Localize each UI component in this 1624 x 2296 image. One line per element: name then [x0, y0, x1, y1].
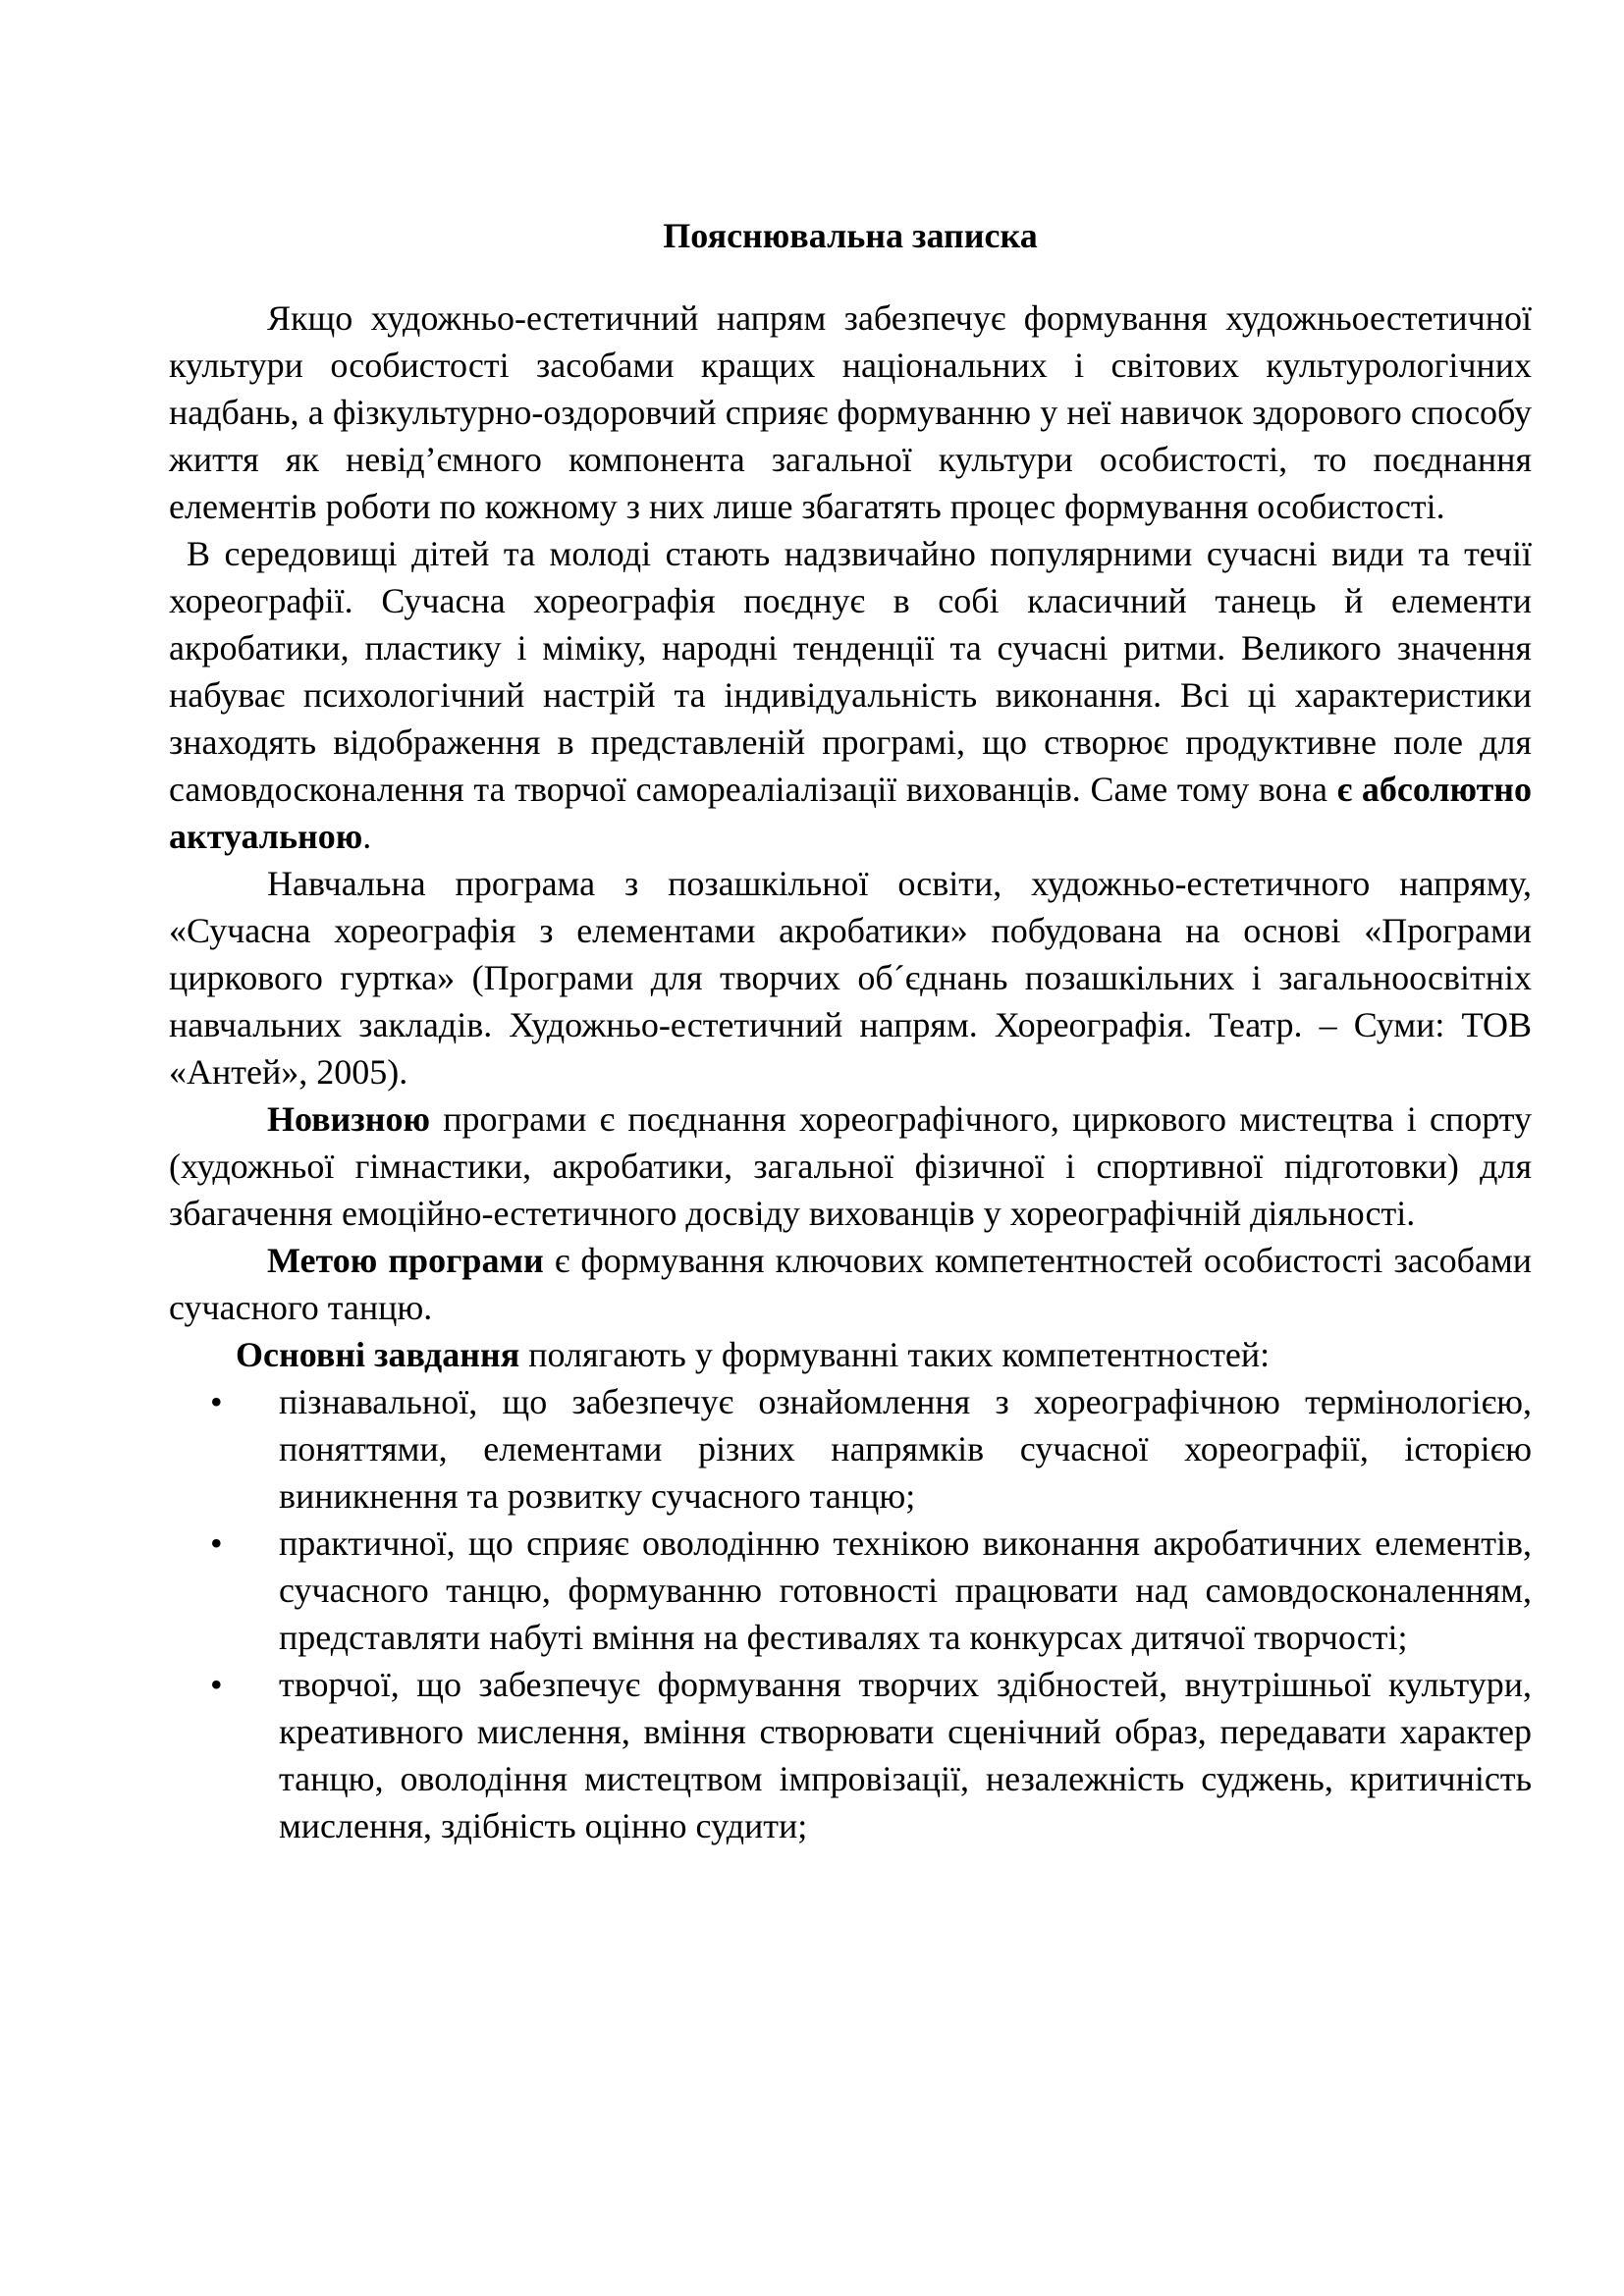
tasks-list — [169, 1378, 1532, 1849]
bullet-icon: • — [210, 1665, 223, 1704]
tasks-label: Основні завдання — [236, 1335, 520, 1374]
paragraph-text: В середовищі дітей та молоді стають надзвичайно популярними сучасні види та течії хореографії. Сучасна хореографія поєднує в собі класичний танець й елементи акробатики, пластику і міміку, народні тенденції та сучасні ритми. Великого значення набуває психологічний настрій та індивідуальність виконання. Всі ці характеристики знаходять відображення в представленій програмі, що створює продуктивне поле для самовдосконалення та творчої самореаліалізації вихованців. Саме тому вона — [169, 534, 1532, 809]
list-item-text: практичної, що сприяє оволодінню технікою виконання акробатичних елементів, сучасного танцю, формуванню готовності працювати над самовдосконаленням, представляти набуті вміння на фестивалях та конкурсах дитячої творчості; — [279, 1523, 1532, 1657]
novelty-text: програми є поєднання хореографічного, циркового мистецтва і спорту (художньої гімнастики, акробатики, загальної фізичної і спортивної підготовки) для збагачення емоційно-естетичного досвіду вихованців у хореографічній діяльності. — [169, 1099, 1532, 1233]
novelty-label: Новизною — [267, 1099, 431, 1139]
relevance-emphasis: є абсолютно актуальною — [169, 770, 1533, 856]
list-item-text: пізнавальної, що забезпечує ознайомлення з хореографічною термінологією, поняттями, елементами різних напрямків сучасної хореографії, історією виникнення та розвитку сучасного танцю; — [279, 1382, 1532, 1516]
list-item — [169, 1661, 1532, 1849]
list-item — [169, 1520, 1532, 1661]
paragraph-tasks-intro — [169, 1331, 1532, 1378]
bullet-icon: • — [210, 1382, 223, 1421]
goal-text: є формування ключових компетентностей особистості засобами сучасного танцю. — [169, 1241, 1532, 1327]
paragraph-goal — [169, 1237, 1532, 1331]
document-body — [169, 212, 1532, 1849]
list-item — [169, 1378, 1532, 1520]
document-title: Пояснювальна записка — [663, 216, 1038, 255]
paragraph-modern-choreography — [169, 530, 1532, 860]
paragraph-intro: Якщо художньо-естетичний напрям забезпечує формування художньоестетичної культури особистості засобами кращих національних і світових культурологічних надбань, а фізкультурно-оздоровчий сприяє формуванню у неї навичок здорового способу життя як невід’ємного компонента загальної культури особистості, то поєднання елементів роботи по кожному з них лише збагатять процес формування особистості. — [169, 298, 1532, 526]
paragraph-novelty — [169, 1095, 1532, 1237]
tasks-intro-text: полягають у формуванні таких компетентностей: — [519, 1335, 1271, 1374]
bullet-icon: • — [210, 1523, 223, 1563]
list-item-text: творчої, що забезпечує формування творчих здібностей, внутрішньої культури, креативного мислення, вміння створювати сценічний образ, передавати характер танцю, оволодіння мистецтвом імпровізації, незалежність суджень, критичність мислення, здібність оцінно судити; — [279, 1665, 1532, 1845]
paragraph-program-basis: Навчальна програма з позашкільної освіти, художньо-естетичного напряму, «Сучасна хореографія з елементами акробатики» побудована на основі «Програми циркового гуртка» (Програми для творчих об´єднань позашкільних і загальноосвітніх навчальних закладів. Художньо-естетичний напрям. Хореографія. Театр. – Суми: ТОВ «Антей», 2005). — [169, 864, 1532, 1092]
paragraph-end: . — [362, 817, 372, 856]
goal-label: Метою програми — [267, 1241, 544, 1280]
